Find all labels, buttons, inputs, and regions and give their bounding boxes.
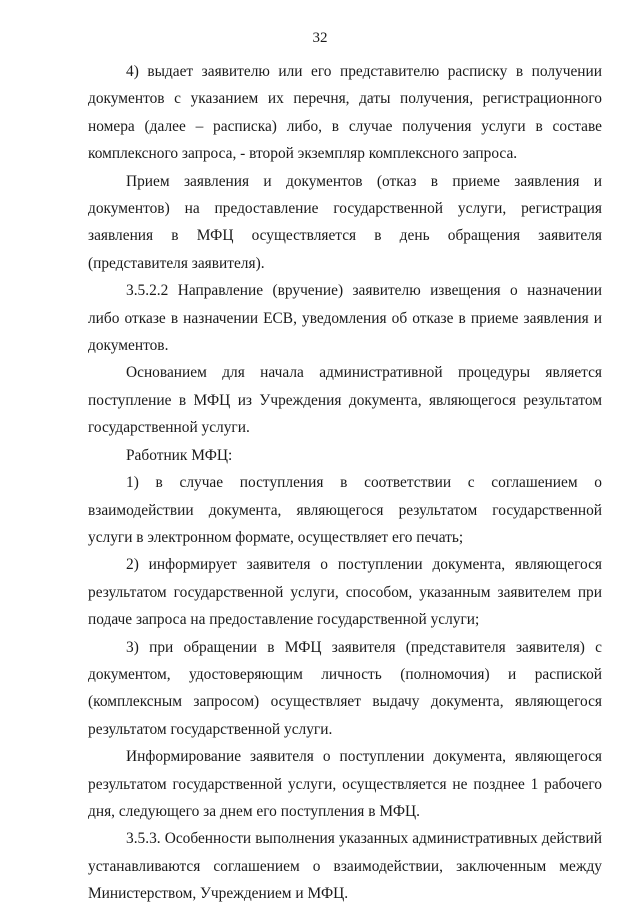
paragraph-item-2-informing: 2) информирует заявителя о поступлении документа, являющегося результатом государственной услуги, способом, указанным заявителем при подаче запроса на предоставление государственной услуги; xyxy=(88,556,602,629)
document-body xyxy=(88,58,602,908)
page-number: 32 xyxy=(312,30,328,46)
paragraph-informing-deadline: Информирование заявителя о поступлении документа, являющегося результатом государственной услуги, осуществляется не позднее 1 рабочего дня, следующего за днем его поступления в МФЦ. xyxy=(88,748,602,820)
paragraph-item-1-printing: 1) в случае поступления в соответствии с соглашением о взаимодействии документа, являющегося результатом государственной услуги в электронном формате, осуществляет его печать; xyxy=(88,474,602,546)
paragraph-section-3-5-3: 3.5.3. Особенности выполнения указанных административных действий устанавливаются соглашением о взаимодействии, заключенным между Министерством, Учреждением и МФЦ. xyxy=(88,830,602,903)
paragraph-item-3-issuance: 3) при обращении в МФЦ заявителя (представителя заявителя) с документом, удостоверяющим личность (полномочия) и распиской (комплексным запросом) осуществляет выдачу документа, являющегося результатом государственной услуги. xyxy=(88,638,602,738)
paragraph-item-4-receipt: 4) выдает заявителю или его представителю расписку в получении документов с указанием их перечня, даты получения, регистрационного номера (далее – расписка) либо, в случае получения услуги в составе комплексного запроса, - второй экземпляр комплексного запроса. xyxy=(88,63,602,163)
paragraph-mfc-worker: Работник МФЦ: xyxy=(126,446,233,464)
paragraph-section-3-5-2-2: 3.5.2.2 Направление (вручение) заявителю извещения о назначении либо отказе в назначении ЕСВ, уведомления об отказе в приеме заявления и документов. xyxy=(88,282,602,355)
paragraph-procedure-basis: Основанием для начала административной процедуры является поступление в МФЦ из Учреждения документа, являющегося результатом государственной услуги. xyxy=(88,364,602,437)
paragraph-application-acceptance: Прием заявления и документов (отказ в приеме заявления и документов) на предоставление государственной услуги, регистрация заявления в МФЦ осуществляется в день обращения заявителя (представителя заявителя). xyxy=(88,172,602,272)
